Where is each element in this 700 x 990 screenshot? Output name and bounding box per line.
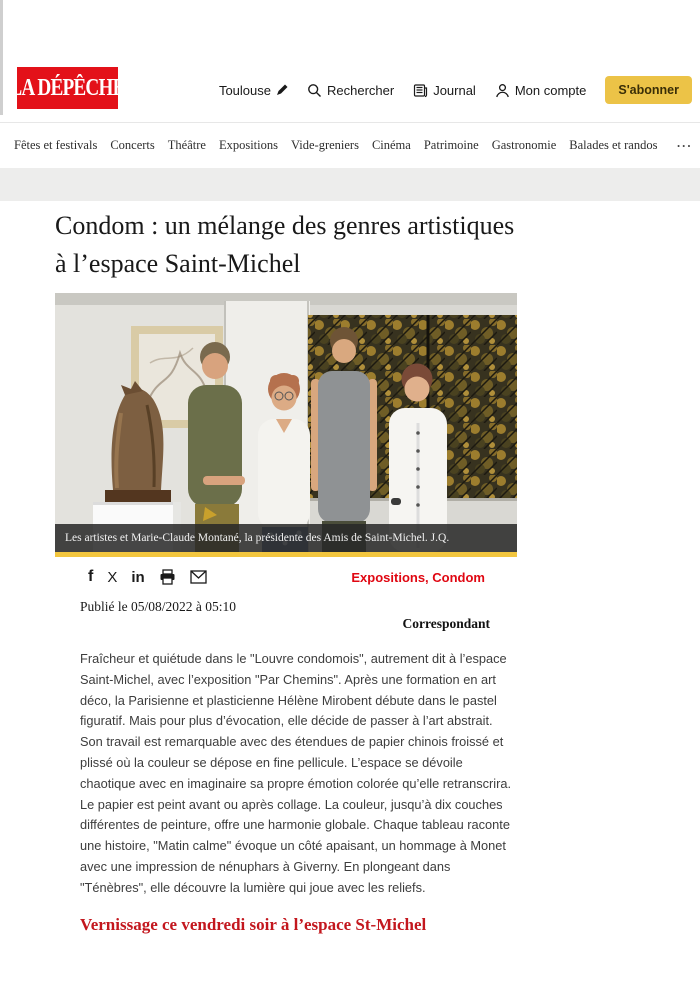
category-nav xyxy=(0,122,700,168)
nav-item-fetes-et-festivals[interactable]: Fêtes et festivals xyxy=(14,138,98,152)
user-icon xyxy=(495,83,510,98)
newspaper-icon xyxy=(413,83,428,98)
photo-caption: Les artistes et Marie-Claude Montané, la présidente des Amis de Saint-Michel. J.Q. xyxy=(55,524,517,552)
search-label: Rechercher xyxy=(326,82,395,98)
facebook-share-icon[interactable]: f xyxy=(88,568,94,585)
subscribe-button[interactable]: S'abonner xyxy=(605,76,692,104)
account-label: Mon compte xyxy=(514,82,587,98)
article-paragraph: Fraîcheur et quiétude dans le "Louvre condomois", autrement dit à l’espace Saint-Michel, avec l’exposition "Par Chemins". Après une formation en art déco, la Parisienne et plasticienne Hélène Mirobent débute dans le pastel figuratif. Mais pour plus d’évocation, elle décide de passer à l’art abstrait. Son travail est remarquable avec des étendues de papier chinois froissé et plissé où la couleur se dépose en fine pellicule. L’espace se dévoile chaotique avec en imaginaire sa propre émotion colorée qu’elle retranscrira. Le papier est peint avant ou après collage. La couleur, jusqu’à dix couches différentes de peinture, offre une harmonie globale. Chaque tableau raconte une histoire, "Matin calme" évoque un côté apaisant, un hommage à Monet avec une impression de nénuphars à Giverny. En plongeant dans "Ténèbres", elle découvre la lumière qui joue avec les reliefs. xyxy=(80,651,512,895)
article-photo[interactable] xyxy=(55,293,517,552)
article-title: Condom : un mélange des genres artistiques à l’espace Saint-Michel xyxy=(55,211,515,278)
location-selector[interactable] xyxy=(219,83,288,98)
gallery-photo-illustration xyxy=(55,293,517,552)
site-logo[interactable] xyxy=(9,67,126,109)
search-icon xyxy=(307,83,322,98)
scrollbar-fragment[interactable] xyxy=(0,0,3,115)
journal-label: Journal xyxy=(433,82,476,98)
nav-item-theatre[interactable]: Théâtre xyxy=(167,138,206,152)
nav-item-expositions[interactable]: Expositions xyxy=(218,138,278,152)
linkedin-share-icon[interactable]: in xyxy=(131,568,145,586)
pencil-icon xyxy=(276,84,288,96)
email-share-icon[interactable] xyxy=(190,570,207,584)
nav-item-concerts[interactable]: Concerts xyxy=(110,138,155,152)
site-logo-text: LA DÉPÊCHE xyxy=(9,74,126,101)
nav-item-cinema[interactable]: Cinéma xyxy=(371,138,411,152)
print-icon[interactable] xyxy=(159,569,176,585)
article-body xyxy=(80,649,512,935)
article-tags-link[interactable]: Expositions, Condom xyxy=(351,570,485,585)
publish-date: Publié le 05/08/2022 à 05:10 xyxy=(80,599,236,614)
location-label: Toulouse xyxy=(218,82,271,98)
article-subhead: Vernissage ce vendredi soir à l’espace St-Michel xyxy=(80,914,427,934)
nav-item-vide-greniers[interactable]: Vide-greniers xyxy=(290,138,359,152)
nav-more-icon[interactable]: ··· xyxy=(676,138,692,153)
nav-item-patrimoine[interactable]: Patrimoine xyxy=(423,138,479,152)
account-button[interactable] xyxy=(495,83,587,98)
share-toolbar xyxy=(88,566,207,588)
header-toolbar xyxy=(218,70,692,110)
nav-item-gastronomie[interactable]: Gastronomie xyxy=(491,138,557,152)
nav-item-balades-et-randos[interactable]: Balades et randos xyxy=(569,138,658,152)
journal-button[interactable] xyxy=(413,83,476,98)
ad-placeholder-band xyxy=(0,168,700,201)
author-byline: Correspondant xyxy=(402,616,490,631)
accent-rule xyxy=(55,552,517,557)
x-share-icon[interactable]: X xyxy=(107,568,118,586)
search-button[interactable] xyxy=(307,83,394,98)
